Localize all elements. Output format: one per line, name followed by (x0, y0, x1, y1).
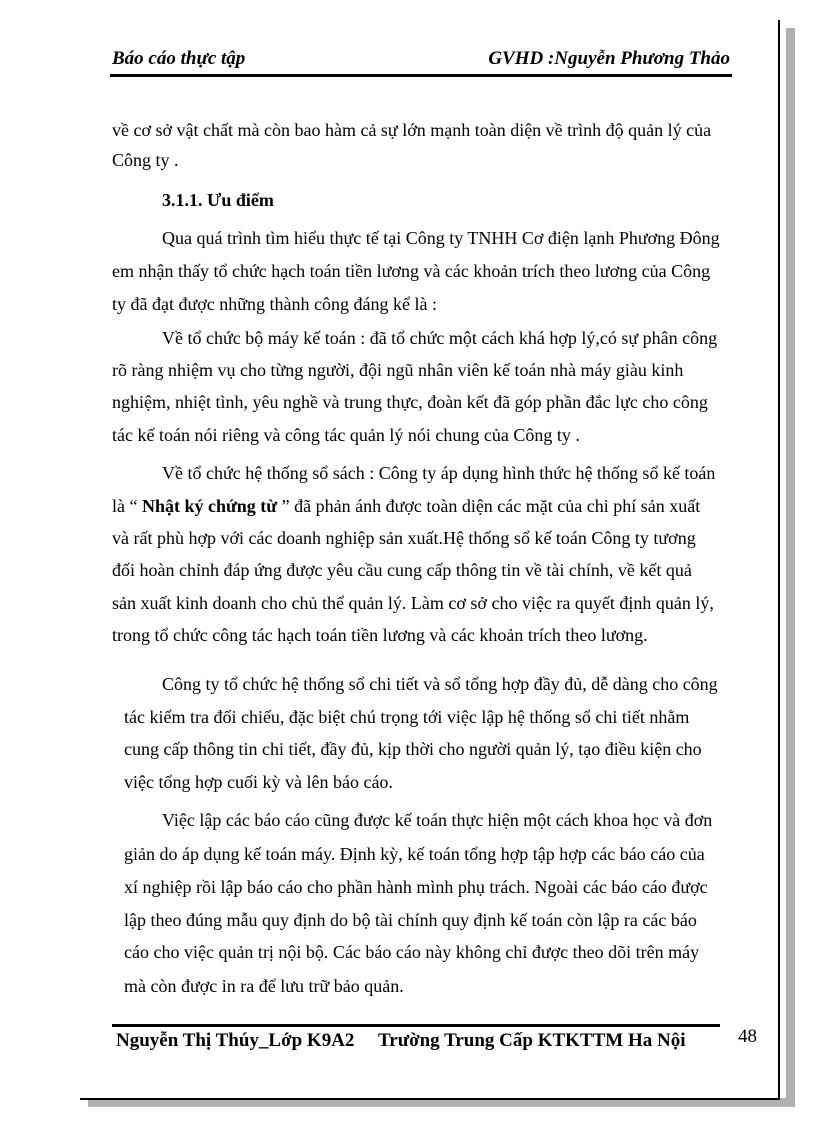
body-line: đối hoàn chỉnh đáp ứng được yêu cầu cung cấp thông tin về tài chính, về kết quả (112, 560, 692, 580)
body-line: Công ty . (112, 150, 179, 170)
body-line: trong tổ chức công tác hạch toán tiền lương và các khoản trích theo lương. (112, 625, 648, 645)
text-run-bold: Nhật ký chứng từ (141, 496, 278, 516)
page-shadow-right (786, 28, 795, 1107)
page-number: 48 (738, 1026, 757, 1047)
body-line: tác kiểm tra đối chiếu, đặc biệt chú trọng tới việc lập hệ thống sổ chi tiết nhằm (124, 707, 690, 727)
header-report-title: Báo cáo thực tập (112, 48, 246, 69)
body-line: giản do áp dụng kế toán máy. Định kỳ, kế toán tổng hợp tập hợp các báo cáo của (124, 844, 705, 864)
body-line: Về tổ chức hệ thống sổ sách : Công ty áp dụng hình thức hệ thống sổ kế toán (162, 463, 716, 483)
body-line: Về tổ chức bộ máy kế toán : đã tổ chức một cách khá hợp lý,có sự phân công (162, 328, 718, 348)
body-line: và rất phù hợp với các doanh nghiệp sản xuất.Hệ thống sổ kế toán Công ty tương (112, 528, 696, 548)
body-line: mà còn được in ra để lưu trữ bảo quản. (124, 976, 404, 996)
text-run: là “ (112, 496, 142, 516)
page-border-bottom (80, 1098, 780, 1100)
footer-rule (112, 1024, 720, 1027)
body-line: tác kế toán nói riêng và công tác quản lý nói chung của Công ty . (112, 425, 580, 445)
body-line: việc tổng hợp cuối kỳ và lên báo cáo. (124, 772, 393, 792)
page-footer (116, 1030, 686, 1052)
body-line: cáo cho việc quản trị nội bộ. Các báo cáo này không chỉ được theo dõi trên máy (124, 942, 700, 962)
footer-school: Trường Trung Cấp KTKTTM Ha Nội (378, 1030, 686, 1051)
body-line: cung cấp thông tin chi tiết, đầy đủ, kịp thời cho người quản lý, tạo điều kiện cho (124, 739, 702, 759)
footer-author: Nguyễn Thị Thúy_Lớp K9A2 (116, 1030, 355, 1051)
text-run: ” đã phản ánh được toàn diện các mặt của chi phí sản xuất (277, 496, 701, 516)
body-line: Qua quá trình tìm hiểu thực tế tại Công ty TNHH Cơ điện lạnh Phương Đông (162, 228, 720, 248)
header-supervisor: GVHD :Nguyễn Phương Thảo (488, 48, 730, 69)
body-line: rõ ràng nhiệm vụ cho từng người, đội ngũ nhân viên kế toán nhà máy giàu kinh (112, 360, 684, 380)
body-line: nghiệm, nhiệt tình, yêu nghề và trung thực, đoàn kết đã góp phần đắc lực cho công (112, 392, 708, 412)
body-line: em nhận thấy tổ chức hạch toán tiền lương và các khoản trích theo lương của Công (112, 261, 711, 281)
body-line: ty đã đạt được những thành công đáng kể là : (112, 294, 437, 314)
body-line: Công ty tổ chức hệ thống sổ chi tiết và sổ tổng hợp đầy đủ, dễ dàng cho công (162, 674, 718, 694)
section-heading: 3.1.1. Ưu điểm (162, 190, 274, 210)
body-line: lập theo đúng mẫu quy định do bộ tài chính quy định kế toán còn lập ra các báo (124, 910, 697, 930)
body-line: Việc lập các báo cáo cũng được kế toán thực hiện một cách khoa học và đơn (162, 810, 713, 830)
body-line: xí nghiệp rồi lập báo cáo cho phần hành mình phụ trách. Ngoài các báo cáo được (124, 877, 708, 897)
body-line (112, 492, 700, 520)
body-line: sản xuất kinh doanh cho chủ thể quản lý. Làm cơ sở cho việc ra quyết định quản lý, (112, 593, 714, 613)
page-border-right (778, 20, 780, 1100)
body-line: về cơ sở vật chất mà còn bao hàm cả sự lớn mạnh toàn diện về trình độ quản lý của (112, 120, 712, 140)
header-rule (110, 74, 732, 77)
page-header (112, 48, 730, 76)
